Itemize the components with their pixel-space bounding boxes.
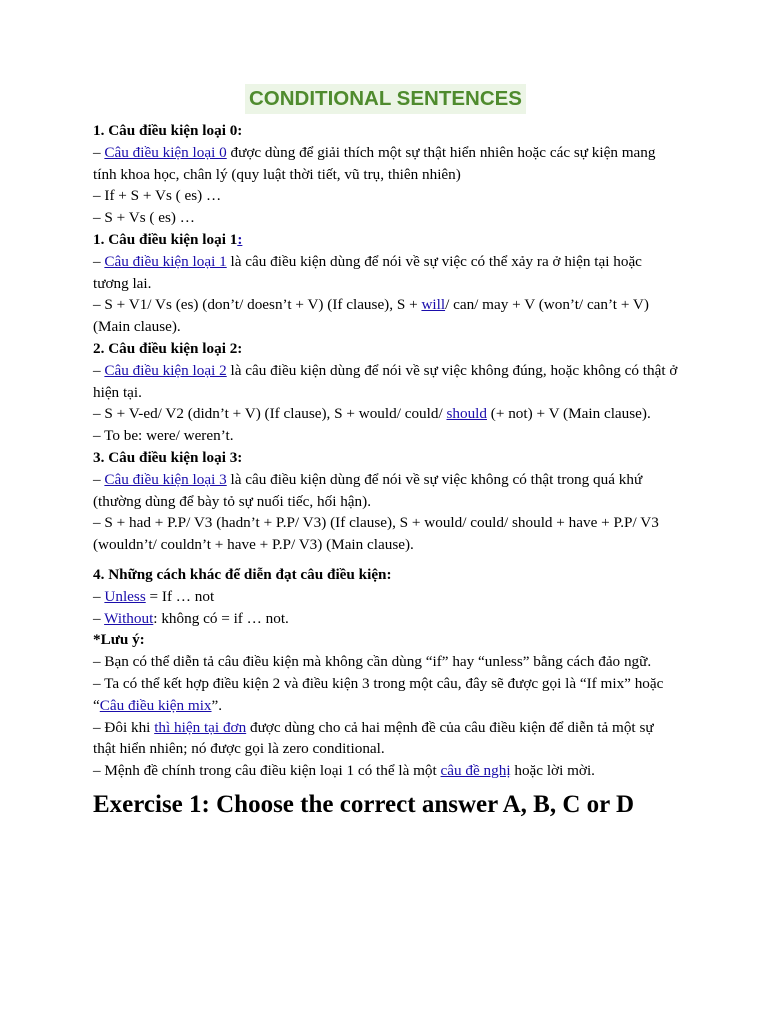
link-cau-de-nghi[interactable]: câu đề nghị [440, 762, 511, 780]
section-2-formula: – S + V-ed/ V2 (didn’t + V) (If clause), S + would/ could/ should (+ not) + V (Main clause). [93, 405, 651, 423]
section-3-formula: – S + had + P.P/ V3 (hadn’t + P.P/ V3) (If clause), S + would/ could/ should + have + P.P/ V3 (wouldn’t/ couldn’t + have + P.P/ V3) (Main clause). [93, 514, 659, 554]
link-will[interactable]: will [421, 296, 446, 314]
section-2-to-be: – To be: were/ weren’t. [93, 427, 234, 445]
link-unless[interactable]: Unless [104, 587, 146, 605]
note-heading: *Lưu ý: [93, 631, 145, 649]
page-title: CONDITIONAL SENTENCES [245, 84, 526, 114]
section-0-formula-main: – S + Vs ( es) … [93, 209, 195, 227]
section-0-definition: – Câu điều kiện loại 0 được dùng để giải thích một sự thật hiển nhiên hoặc các sự kiện mang tính khoa học, chân lý (quy luật thời tiết, vũ trụ, thiên nhiên) [93, 143, 656, 183]
section-2-definition: – Câu điều kiện loại 2 là câu điều kiện dùng để nói về sự việc không đúng, hoặc không có thật ở hiện tại. [93, 361, 678, 401]
link-should[interactable]: should [446, 405, 487, 423]
section-3-heading: 3. Câu điều kiện loại 3: [93, 448, 243, 466]
note-zero-conditional: – Đôi khi thì hiện tại đơn được dùng cho cả hai mệnh đề của câu điều kiện để diễn tả một sự thật hiển nhiên; nó được gọi là zero conditional. [93, 718, 654, 758]
section-0-formula-if: – If + S + Vs ( es) … [93, 187, 222, 205]
document-page [93, 84, 678, 819]
link-cau-dieu-kien-loai-3[interactable]: Câu điều kiện loại 3 [104, 470, 227, 488]
section-4-unless: – Unless = If … not [93, 587, 215, 605]
note-suggestion: – Mệnh đề chính trong câu điều kiện loại 1 có thể là một câu đề nghị hoặc lời mời. [93, 762, 595, 780]
note-inversion: – Bạn có thể diễn tả câu điều kiện mà không cần dùng “if” hay “unless” bằng cách đảo ngữ. [93, 653, 652, 671]
link-cau-dieu-kien-loai-0[interactable]: Câu điều kiện loại 0 [104, 143, 227, 161]
section-2-heading: 2. Câu điều kiện loại 2: [93, 339, 243, 357]
section-1-formula: – S + V1/ Vs (es) (don’t/ doesn’t + V) (If clause), S + will/ can/ may + V (won’t/ can’t + V) (Main clause). [93, 296, 649, 336]
note-mix: – Ta có thể kết hợp điều kiện 2 và điều kiện 3 trong một câu, đây sẽ được gọi là “If mix” hoặc “Câu điều kiện mix”. [93, 674, 664, 714]
link-without[interactable]: Without [104, 609, 154, 627]
title-wrap [93, 84, 678, 114]
section-1-definition: – Câu điều kiện loại 1 là câu điều kiện dùng để nói về sự việc có thể xảy ra ở hiện tại hoặc tương lai. [93, 252, 642, 292]
section-4-without: – Without: không có = if … not. [93, 609, 289, 627]
link-thi-hien-tai-don[interactable]: thì hiện tại đơn [154, 718, 247, 736]
section-4-heading: 4. Những cách khác để diễn đạt câu điều kiện: [93, 565, 392, 583]
section-3-definition: – Câu điều kiện loại 3 là câu điều kiện dùng để nói về sự việc không có thật trong quá khứ (thường dùng để bày tỏ sự nuối tiếc, hối hận). [93, 470, 643, 510]
link-cau-dieu-kien-loai-1[interactable]: Câu điều kiện loại 1 [104, 252, 227, 270]
section-1-heading: 1. Câu điều kiện loại 1: [93, 230, 243, 248]
link-cau-dieu-kien-loai-2[interactable]: Câu điều kiện loại 2 [104, 361, 227, 379]
section-0-heading: 1. Câu điều kiện loại 0: [93, 122, 243, 139]
link-cau-dieu-kien-mix[interactable]: Câu điều kiện mix [99, 696, 212, 714]
section-1-heading-link[interactable]: : [237, 230, 243, 248]
exercise-heading: Exercise 1: Choose the correct answer A, B, C or D [93, 790, 635, 818]
